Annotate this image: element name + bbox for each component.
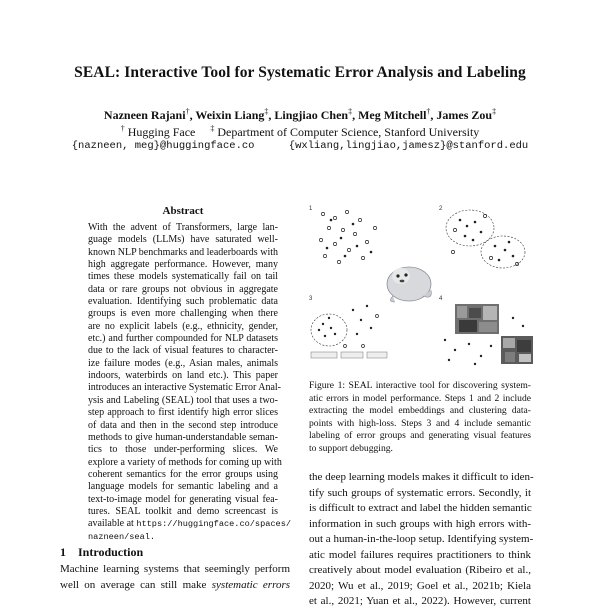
abstract-line: indoors, waterbirds on land etc.). This paper (88, 370, 278, 382)
abstract-line: step approach to first identify high error slices (88, 407, 278, 419)
abstract-line: etc.) and further compounded for NLP datasets (88, 333, 278, 345)
abstract-text: available at (88, 518, 134, 530)
author-mark: ‡ (264, 107, 269, 116)
body-line: creatively about model evaluation (Ribeiro et al., (309, 564, 531, 576)
author-name: Nazneen Rajani (103, 108, 186, 122)
body-line: et al., 2021; Yuan et al., 2022). However, current (309, 595, 531, 607)
body-line: out a human-in-the-loop setup. Identifying system- (309, 533, 534, 545)
step-label: 3 (309, 296, 313, 302)
caption-line: extracting the model embeddings and clustering data- (309, 405, 531, 417)
abstract-line (88, 518, 292, 530)
body-line: the deep learning models makes it difficult to iden- (309, 471, 534, 483)
abstract-line: times these models systematically fail on tail (88, 271, 278, 283)
body-line: atic model failures requires practitioners to think (309, 548, 531, 561)
affil-mark: ‡ (210, 124, 215, 133)
abstract-line: tures. SEAL toolkit and demo screencast is (88, 505, 278, 517)
author-name: James Zou (436, 108, 493, 122)
panel-embeddings (309, 206, 377, 264)
abstract-line: guage models (LLMs) have saturated well- (88, 234, 278, 246)
affiliations (0, 124, 600, 140)
step-label: 1 (309, 206, 313, 212)
body-line: tify such groups of systematic errors. Secondly, it (309, 486, 531, 499)
abstract-line: data or rare groups not obvious in aggregate (88, 283, 278, 295)
author-list: Nazneen Rajani†, Weixin Liang‡, Lingjiao Chen‡, Meg Mitchell†, James Zou‡ (103, 107, 497, 122)
affiliation: Hugging Face (127, 125, 196, 139)
abstract-line: due to the lack of visual features to character- (88, 345, 278, 357)
abstract-line: explore a variety of methods for coming up with (88, 456, 282, 468)
abstract-line: methods to give human-understandable seman- (88, 431, 278, 443)
intro-line: Machine learning systems that seemingly perform (60, 563, 290, 575)
intro-line (60, 578, 290, 594)
author-name: Meg Mitchell (358, 108, 427, 122)
panel-clusters (439, 206, 525, 268)
email: {nazneen, meg}@huggingface.co (71, 140, 255, 152)
section-title: Introduction (78, 545, 144, 559)
caption-line: Figure 1: SEAL interactive tool for discovering system- (309, 380, 531, 391)
step-label: 4 (439, 296, 443, 302)
abstract-line: are no explicit labels (e.g., ethnicity, gender, (88, 320, 278, 332)
abstract-line: language models for semantic labeling and a (88, 481, 278, 493)
abstract-line: known NLP benchmarks and leaderboards with (88, 246, 278, 258)
affil-mark: † (120, 124, 125, 133)
abstract-body (88, 222, 292, 543)
panel-labeling (309, 296, 387, 358)
author-name: Weixin Liang (195, 108, 265, 122)
step-label: 2 (439, 206, 443, 212)
toolkit-url-cont[interactable]: nazneen/seal. (88, 531, 156, 542)
author-mark: ‡ (492, 107, 497, 116)
toolkit-url[interactable]: https://huggingface.co/spaces/ (136, 519, 292, 530)
caption-line: labeling of error groups and generating visual features (309, 430, 531, 442)
abstract-heading: Abstract (162, 205, 204, 217)
abstract-line: text-to-image model for generating visual fea- (88, 493, 278, 505)
intro-body (60, 562, 290, 593)
abstract-line (88, 531, 278, 543)
abstract-line: ize failure modes (e.g., Asian males, animals (88, 357, 278, 369)
body-line: information in such groups with high errors with- (309, 517, 531, 530)
email: {wxliang,lingjiao,jamesz}@stanford.edu (288, 140, 529, 152)
affiliation: Department of Computer Science, Stanford University (217, 125, 480, 139)
abstract-line: ysis and Labeling (SEAL) tool that uses a two- (88, 394, 278, 406)
caption-line: atic errors in model performance. Steps 1 and 2 include (309, 392, 531, 404)
seal-mascot-icon (387, 267, 431, 302)
paper-title: SEAL: Interactive Tool for Systematic Error Analysis and Labeling (74, 64, 526, 81)
abstract-line: groups is even more challenging when there (88, 308, 278, 320)
intro-text: well on average can still make (60, 578, 207, 591)
author-mark: † (426, 107, 431, 116)
caption-line: to support debugging. (309, 442, 393, 454)
abstract-line: evaluation. Identifying such problematic data (88, 296, 278, 308)
author-mark: ‡ (348, 107, 353, 116)
figure-caption (309, 380, 531, 456)
email-list (0, 140, 600, 152)
abstract-line: With the advent of Transformers, large lan- (88, 222, 278, 233)
author-mark: † (185, 107, 190, 116)
section-heading (60, 545, 143, 560)
intro-emphasis: systematic errors (211, 578, 291, 591)
abstract-line: of data and then in the second step introduce (88, 419, 278, 431)
abstract-line: introduces an interactive Systematic Error Anal- (88, 382, 281, 394)
panel-visual-features (439, 296, 533, 365)
body-line: 2020; Wu et al., 2019; Goel et al., 2021b; Kiela (309, 579, 531, 592)
right-column-body (309, 470, 534, 610)
figure-1 (305, 200, 535, 372)
section-number: 1 (60, 545, 66, 559)
abstract-line: high aggregate performance. However, many (88, 259, 278, 271)
caption-line: points with high-loss. Steps 3 and 4 include semantic (309, 417, 531, 429)
abstract-line: tics to those under-performing slices. We (88, 444, 278, 456)
author-name: Lingjiao Chen (274, 108, 349, 122)
abstract-line: coherent semantics for the error groups using (88, 468, 278, 480)
body-line: is difficult to extract and label the hidden semantic (309, 502, 532, 514)
